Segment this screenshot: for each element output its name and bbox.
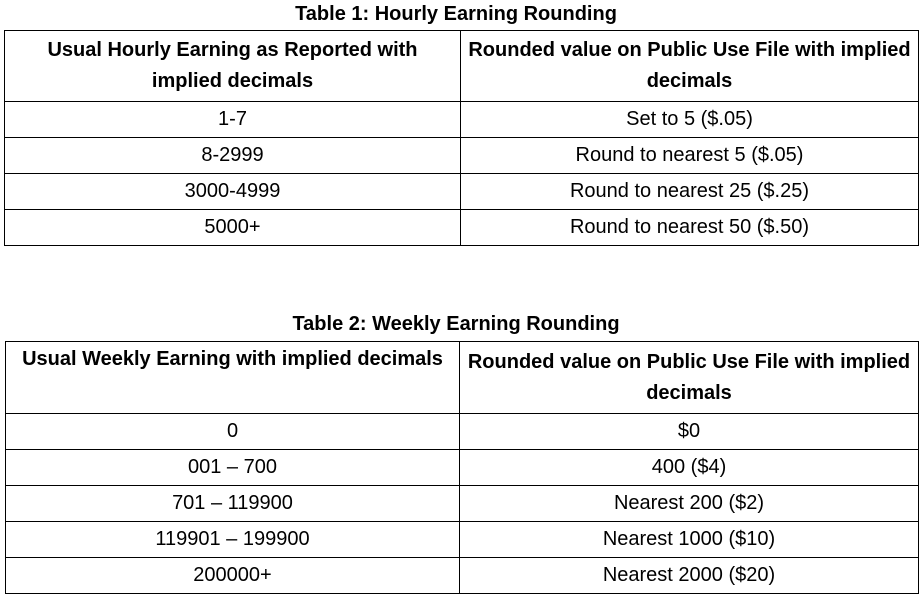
table1-caption: Table 1: Hourly Earning Rounding [295, 3, 617, 25]
table-cell: Round to nearest 5 ($.05) [461, 138, 919, 174]
table-row [6, 522, 919, 558]
table-cell: 200000+ [6, 558, 460, 594]
column-header-rounded-value: Rounded value on Public Use File with implied decimals [460, 342, 919, 414]
table-row [6, 486, 919, 522]
column-header-rounded-value: Rounded value on Public Use File with implied decimals [461, 31, 919, 102]
table-cell: 119901 – 199900 [6, 522, 460, 558]
table-cell: 3000-4999 [5, 174, 461, 210]
table-row [5, 138, 919, 174]
table-cell: 0 [6, 414, 460, 450]
table-cell: Nearest 1000 ($10) [460, 522, 919, 558]
table-cell: $0 [460, 414, 919, 450]
weekly-earning-rounding-table [5, 341, 919, 594]
table-cell: Set to 5 ($.05) [461, 102, 919, 138]
table-cell: 400 ($4) [460, 450, 919, 486]
table-row [5, 102, 919, 138]
table-cell: 701 – 119900 [6, 486, 460, 522]
table-header-row [6, 342, 919, 414]
table-row [5, 174, 919, 210]
table-row [5, 210, 919, 246]
table-cell: 5000+ [5, 210, 461, 246]
table-row [6, 558, 919, 594]
hourly-earning-rounding-table [4, 30, 919, 246]
table-cell: Nearest 2000 ($20) [460, 558, 919, 594]
table-cell: 1-7 [5, 102, 461, 138]
column-header-reported-hourly: Usual Hourly Earning as Reported with implied decimals [5, 31, 461, 102]
table-cell: 001 – 700 [6, 450, 460, 486]
table-cell: Round to nearest 50 ($.50) [461, 210, 919, 246]
table-cell: Nearest 200 ($2) [460, 486, 919, 522]
table-row [6, 450, 919, 486]
table-cell: Round to nearest 25 ($.25) [461, 174, 919, 210]
table-row [6, 414, 919, 450]
column-header-weekly-earning: Usual Weekly Earning with implied decimals [6, 342, 460, 414]
table-cell: 8-2999 [5, 138, 461, 174]
table2-caption: Table 2: Weekly Earning Rounding [292, 313, 620, 335]
table-header-row [5, 31, 919, 102]
